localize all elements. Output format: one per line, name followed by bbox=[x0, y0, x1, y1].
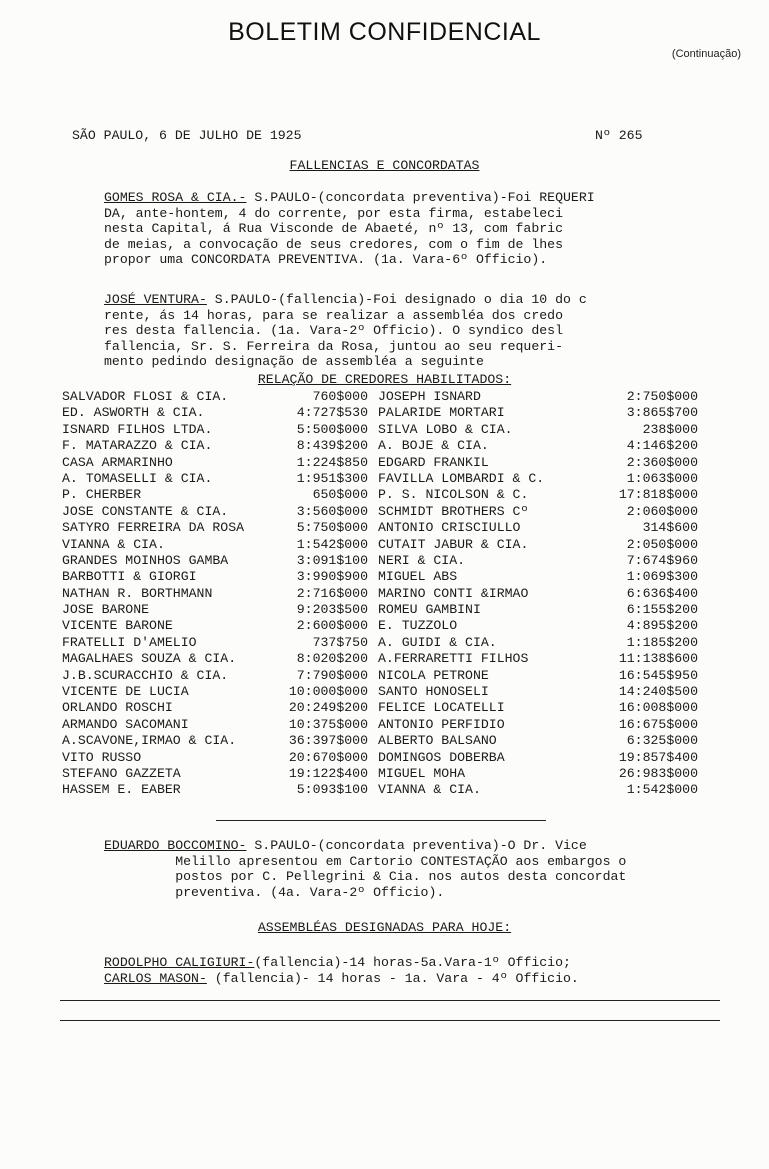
entry-gomes-rosa bbox=[104, 190, 704, 268]
creditor-name: A.SCAVONE,IRMAO & CIA. bbox=[62, 733, 237, 749]
table-row bbox=[62, 684, 698, 700]
creditor-amount: 760$000 bbox=[312, 389, 368, 404]
creditor-amount: 19:122$400 bbox=[288, 765, 368, 781]
entry-line: fallencia, Sr. S. Ferreira da Rosa, juntou ao seu requeri- bbox=[104, 338, 563, 354]
creditor-name: ORLANDO ROSCHI bbox=[62, 700, 173, 716]
creditor-amount: 2:750$000 bbox=[626, 389, 698, 404]
entry-line: res desta fallencia. (1a. Vara-2º Officio). O syndico desl bbox=[104, 323, 563, 339]
creditor-name: CASA ARMARINHO bbox=[62, 454, 173, 470]
creditor-name: E. TUZZOLO bbox=[378, 618, 458, 634]
table-row bbox=[62, 487, 698, 503]
creditor-name: A. GUIDI & CIA. bbox=[378, 634, 497, 650]
creditor-amount: 10:000$000 bbox=[288, 684, 368, 700]
entry-line: DA, ante-hontem, 4 do corrente, por esta firma, estabeleci bbox=[104, 205, 563, 221]
creditor-name: SCHMIDT BROTHERS Cº bbox=[378, 503, 529, 519]
table-row bbox=[62, 520, 698, 536]
creditor-amount: 10:375$000 bbox=[288, 716, 368, 732]
creditor-name: GRANDES MOINHOS GAMBA bbox=[62, 552, 229, 568]
creditor-amount: 3:990$900 bbox=[296, 569, 368, 585]
creditor-amount: 5:093$100 bbox=[296, 782, 368, 798]
entry-jose-ventura bbox=[104, 292, 704, 370]
divider bbox=[216, 820, 546, 821]
entry-line: mento pedindo designação de assembléa a seguinte bbox=[104, 354, 484, 370]
creditor-name: MIGUEL ABS bbox=[378, 569, 458, 585]
table-row bbox=[62, 405, 698, 421]
creditor-amount: 737$750 bbox=[312, 634, 368, 650]
creditor-name: CUTAIT JABUR & CIA. bbox=[378, 536, 529, 552]
creditor-name: A. TOMASELLI & CIA. bbox=[62, 470, 213, 486]
table-row bbox=[62, 766, 698, 782]
section-title-fallencias: FALLENCIAS E CONCORDATAS bbox=[289, 158, 480, 173]
creditor-name: VICENTE BARONE bbox=[62, 618, 173, 634]
creditor-amount: 1:542$000 bbox=[296, 536, 368, 552]
entry-line: de meias, a convocação de seus credores, com o fim de lhes bbox=[104, 236, 563, 252]
creditor-name: J.B.SCURACCHIO & CIA. bbox=[62, 667, 229, 683]
entry-line: preventiva. (4a. Vara-2º Officio). bbox=[104, 884, 445, 900]
table-row bbox=[62, 700, 698, 716]
table-row bbox=[62, 717, 698, 733]
divider bbox=[60, 1020, 720, 1021]
entry-line: postos por C. Pellegrini & Cia. nos autos desta concordat bbox=[104, 869, 627, 885]
assemblea-name: RODOLPHO CALIGIURI- bbox=[104, 955, 255, 970]
table-row bbox=[62, 389, 698, 405]
creditor-name: FELICE LOCATELLI bbox=[378, 700, 505, 716]
creditor-amount: 1:542$000 bbox=[626, 782, 698, 798]
table-row bbox=[62, 668, 698, 684]
table-row bbox=[62, 782, 698, 798]
creditor-name: MAGALHAES SOUZA & CIA. bbox=[62, 651, 237, 667]
creditor-amount: 3:865$700 bbox=[626, 405, 698, 421]
creditor-amount: 650$000 bbox=[312, 487, 368, 503]
document-title: BOLETIM CONFIDENCIAL bbox=[228, 18, 541, 46]
creditor-amount: 1:063$000 bbox=[626, 470, 698, 486]
creditor-amount: 16:675$000 bbox=[618, 716, 698, 732]
continuation-note: (Continuação) bbox=[671, 48, 741, 60]
section-title-assembleas: ASSEMBLÉAS DESIGNADAS PARA HOJE: bbox=[257, 920, 512, 935]
entry-line: nesta Capital, á Rua Visconde de Abaeté, nº 13, com fabric bbox=[104, 221, 563, 237]
creditor-name: FAVILLA LOMBARDI & C. bbox=[378, 470, 545, 486]
creditor-amount: 8:020$200 bbox=[296, 651, 368, 667]
table-row bbox=[62, 504, 698, 520]
creditor-amount: 3:091$100 bbox=[296, 552, 368, 568]
creditor-amount: 8:439$200 bbox=[296, 438, 368, 454]
creditor-amount: 1:069$300 bbox=[626, 569, 698, 585]
creditor-amount: 3:560$000 bbox=[296, 503, 368, 519]
assemblea-text: (fallencia)-14 horas-5a.Vara-1º Officio; bbox=[254, 955, 571, 970]
creditor-name: P. S. NICOLSON & C. bbox=[378, 487, 529, 503]
table-row bbox=[62, 618, 698, 634]
creditor-amount: 19:857$400 bbox=[618, 749, 698, 765]
creditor-name: SALVADOR FLOSI & CIA. bbox=[62, 389, 229, 404]
creditor-amount: 2:060$000 bbox=[626, 503, 698, 519]
relation-title: RELAÇÃO DE CREDORES HABILITADOS: bbox=[257, 372, 512, 387]
table-row bbox=[62, 422, 698, 438]
creditor-amount: 2:716$000 bbox=[296, 585, 368, 601]
table-row bbox=[62, 733, 698, 749]
creditors-table bbox=[62, 389, 698, 799]
table-row bbox=[62, 438, 698, 454]
creditor-name: STEFANO GAZZETA bbox=[62, 765, 181, 781]
entry-line: propor uma CONCORDATA PREVENTIVA. (1a. Vara-6º Officio). bbox=[104, 252, 548, 268]
divider bbox=[60, 1000, 720, 1001]
table-row bbox=[62, 586, 698, 602]
creditor-amount: 20:670$000 bbox=[288, 749, 368, 765]
creditor-amount: 17:818$000 bbox=[618, 487, 698, 503]
entry-eduardo-boccomino bbox=[104, 838, 704, 900]
creditor-amount: 26:983$000 bbox=[618, 765, 698, 781]
creditor-name: ANTONIO PERFIDIO bbox=[378, 716, 505, 732]
creditor-amount: 5:750$000 bbox=[296, 520, 368, 536]
creditor-amount: 7:790$000 bbox=[296, 667, 368, 683]
creditor-name: A. BOJE & CIA. bbox=[378, 438, 489, 454]
assembleas-list bbox=[104, 955, 704, 986]
creditor-name: ISNARD FILHOS LTDA. bbox=[62, 421, 213, 437]
creditor-amount: 6:636$400 bbox=[626, 585, 698, 601]
creditor-name: P. CHERBER bbox=[62, 487, 142, 503]
creditor-name: NERI & CIA. bbox=[378, 552, 466, 568]
creditor-amount: 36:397$000 bbox=[288, 733, 368, 749]
creditor-name: SILVA LOBO & CIA. bbox=[378, 421, 513, 437]
creditor-amount: 4:727$530 bbox=[296, 405, 368, 421]
creditor-amount: 1:185$200 bbox=[626, 634, 698, 650]
creditor-amount: 4:895$200 bbox=[626, 618, 698, 634]
creditor-amount: 314$600 bbox=[642, 520, 698, 536]
assemblea-text: (fallencia)- 14 horas - 1a. Vara - 4º Officio. bbox=[206, 970, 579, 986]
creditor-amount: 2:050$000 bbox=[626, 536, 698, 552]
creditor-name: SANTO HONOSELI bbox=[378, 684, 489, 700]
table-row bbox=[62, 651, 698, 667]
creditor-name: SATYRO FERREIRA DA ROSA bbox=[62, 520, 245, 536]
table-row bbox=[62, 602, 698, 618]
creditor-name: FRATELLI D'AMELIO bbox=[62, 634, 197, 650]
creditor-name: MARINO CONTI &IRMAO bbox=[378, 585, 529, 601]
table-row bbox=[62, 455, 698, 471]
creditor-name: VIANNA & CIA. bbox=[62, 536, 165, 552]
entry-name: JOSÉ VENTURA- bbox=[104, 292, 207, 307]
creditor-amount: 6:325$000 bbox=[626, 733, 698, 749]
creditor-amount: 11:138$600 bbox=[618, 651, 698, 667]
creditor-name: A.FERRARETTI FILHOS bbox=[378, 651, 529, 667]
table-row bbox=[62, 553, 698, 569]
creditor-name: MIGUEL MOHA bbox=[378, 765, 466, 781]
entry-line: rente, ás 14 horas, para se realizar a assembléa dos credo bbox=[104, 307, 563, 323]
entry-line: S.PAULO-(fallencia)-Foi designado o dia 10 do c bbox=[206, 292, 587, 307]
entry-line: Melillo apresentou em Cartorio CONTESTAÇÃO aos embargos o bbox=[104, 853, 627, 869]
entry-line: S.PAULO-(concordata preventiva)-Foi REQUERI bbox=[246, 190, 595, 205]
creditor-name: VITO RUSSO bbox=[62, 749, 142, 765]
creditor-amount: 7:674$960 bbox=[626, 552, 698, 568]
creditor-amount: 20:249$200 bbox=[288, 700, 368, 716]
creditor-name: ED. ASWORTH & CIA. bbox=[62, 405, 205, 421]
creditor-name: DOMINGOS DOBERBA bbox=[378, 749, 505, 765]
creditor-name: ROMEU GAMBINI bbox=[378, 602, 481, 618]
table-row bbox=[62, 471, 698, 487]
creditor-name: PALARIDE MORTARI bbox=[378, 405, 505, 421]
creditor-name: ALBERTO BALSANO bbox=[378, 733, 497, 749]
assemblea-name: CARLOS MASON- bbox=[104, 970, 207, 986]
table-row bbox=[62, 569, 698, 585]
creditor-name: F. MATARAZZO & CIA. bbox=[62, 438, 213, 454]
creditor-amount: 1:224$850 bbox=[296, 454, 368, 470]
table-row bbox=[62, 635, 698, 651]
creditor-amount: 2:600$000 bbox=[296, 618, 368, 634]
table-row bbox=[62, 750, 698, 766]
creditor-amount: 14:240$500 bbox=[618, 684, 698, 700]
creditor-name: JOSE CONSTANTE & CIA. bbox=[62, 503, 229, 519]
creditor-amount: 1:951$300 bbox=[296, 470, 368, 486]
creditor-name: ANTONIO CRISCIULLO bbox=[378, 520, 521, 536]
entry-name: EDUARDO BOCCOMINO- bbox=[104, 838, 247, 853]
creditor-amount: 4:146$200 bbox=[626, 438, 698, 454]
table-row bbox=[62, 537, 698, 553]
creditor-amount: 16:545$950 bbox=[618, 667, 698, 683]
creditor-name: ARMANDO SACOMANI bbox=[62, 716, 189, 732]
creditor-amount: 16:008$000 bbox=[618, 700, 698, 716]
bulletin-number: Nº 265 bbox=[595, 128, 643, 143]
creditor-amount: 2:360$000 bbox=[626, 454, 698, 470]
entry-name: GOMES ROSA & CIA.- bbox=[104, 190, 247, 205]
creditor-amount: 238$000 bbox=[642, 421, 698, 437]
creditor-name: NICOLA PETRONE bbox=[378, 667, 489, 683]
creditor-name: EDGARD FRANKIL bbox=[378, 454, 489, 470]
entry-line: S.PAULO-(concordata preventiva)-O Dr. Vice bbox=[246, 838, 587, 853]
creditor-name: NATHAN R. BORTHMANN bbox=[62, 585, 213, 601]
creditor-name: JOSE BARONE bbox=[62, 602, 150, 618]
creditor-amount: 5:500$000 bbox=[296, 421, 368, 437]
creditor-amount: 9:203$500 bbox=[296, 602, 368, 618]
creditor-name: BARBOTTI & GIORGI bbox=[62, 569, 197, 585]
creditor-name: HASSEM E. EABER bbox=[62, 782, 181, 798]
creditor-amount: 6:155$200 bbox=[626, 602, 698, 618]
date-line: SÃO PAULO, 6 DE JULHO DE 1925 bbox=[72, 128, 302, 143]
creditor-name: VIANNA & CIA. bbox=[378, 782, 481, 798]
creditor-name: VICENTE DE LUCIA bbox=[62, 684, 189, 700]
creditor-name: JOSEPH ISNARD bbox=[378, 389, 481, 404]
